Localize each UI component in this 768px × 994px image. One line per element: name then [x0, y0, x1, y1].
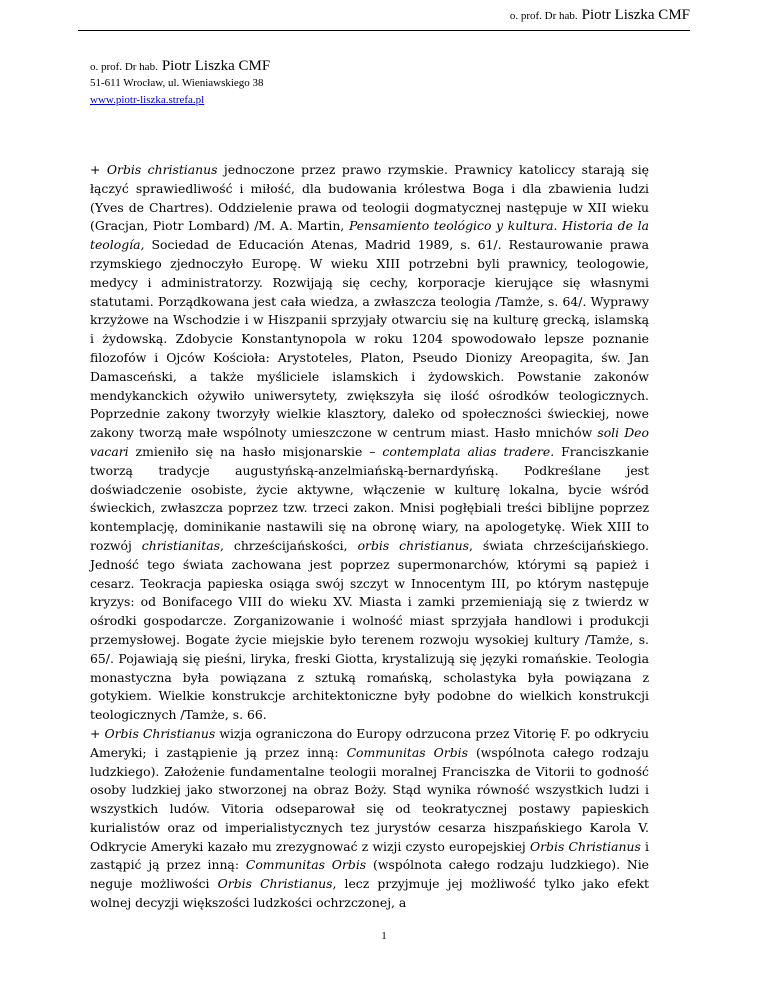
italic-text: Communitas Orbis: [245, 857, 367, 873]
italic-text: Orbis christianus: [106, 162, 218, 177]
header-prefix: o. prof. Dr hab.: [509, 10, 578, 22]
italic-text: Pensamiento teológico y kultura. Historia de la teología,: [90, 218, 649, 253]
text-run: (wspólnota całego rodzaju ludzkiego). Założenie fundamentalne teologii moralnej Franciszka de Vitorii to godność osoby ludzkiej jako stworzonej na obraz Boży. Stąd wynika równość wszystkich ludzi i wszystkich ludów. Vitoria odseparował się od teokratycznej postawy papieskich kurialistów oraz od imperialistycznych tez jurystów cesarza hiszpańskiego Karola V. Odkrycie Ameryki kazało mu zrezygnować z wizji czysto europejskiej: [90, 744, 649, 854]
header-rule: [78, 30, 690, 31]
italic-text: Communitas Orbis: [346, 744, 468, 760]
body-text: [90, 161, 649, 913]
italic-text: soli Deo vacari: [90, 425, 649, 459]
text-run: , świata chrześcijańskiego. Jedność tego świata zachowana jest poprzez supermonarchów, którymi są papież i cesarz. Teokracja papieska osiąga swój szczyt w Innocentym III, po którym następuje kryzys: od Bonifacego VIII do wieku XV. Miasta i zamki przemieniają się z twierdz w ośrodki gospodarcze. Zorganizowanie i wolność miast sprzyjała handlowi i produkcji przemysłowej. Bogate życie miejskie było terenem rozwoju wysokiej kultury /Tamże, s. 65/. Pojawiają się pieśni, liryka, freski Giotta, krystalizują się języki romańskie. Teologia monastyczna była powiązana z sztuką romańską, scholastyka była powiązana z gotykiem. Wielkie konstrukcje architektoniczne były podobne do wielkich konstrukcji teologicznych /Tamże, s. 66.: [90, 537, 649, 723]
italic-text: Orbis Christianus: [217, 876, 333, 892]
text-run: +: [90, 725, 105, 741]
text-run: jednoczone przez prawo rzymskie. Prawnicy katoliccy starają się łączyć sprawiedliwość i miłość, dla budowania królestwa Boga i dla zbawienia ludzi (Yves de Chartres). Oddzielenie prawa od teologii dogmatycznej następuje w XII wieku (Gracjan, Piotr Lombard) /M. A. Martin,: [90, 162, 649, 234]
text-run: (wspólnota całego rodzaju ludzkiego). Nie neguje możliwości: [90, 857, 649, 892]
author-line: [90, 57, 270, 75]
italic-text: orbis christianus: [357, 537, 469, 553]
author-name: Piotr Liszka CMF: [161, 58, 271, 74]
text-run: , lecz przyjmuje jej możliwość tylko jako efekt wolnej decyzji większości ludzkości ochrzczonej, a: [90, 876, 649, 911]
text-run: i zastąpić ją przez inną:: [90, 838, 649, 873]
text-run: , chrześcijańskości,: [219, 537, 358, 553]
paragraph: [90, 161, 649, 725]
header-author-name: Piotr Liszka CMF: [581, 7, 690, 23]
text-run: +: [90, 162, 107, 177]
paragraph: [90, 725, 649, 913]
running-header: [510, 6, 690, 24]
italic-text: Orbis Christianus: [529, 838, 641, 854]
author-block: [90, 57, 270, 108]
italic-text: christianitas: [141, 537, 220, 553]
text-run: Sociedad de Educación Atenas, Madrid 1989, s. 61/. Restaurowanie prawa rzymskiego zjednoczyło Europę. W wieku XIII potrzebni byli prawnicy, teologowie, medycy i administratorzy. Rozwijają się cechy, korporacje kierujące się własnymi statutami. Porządkowana jest cała wiedza, a zwłaszcza teologia /Tamże, s. 64/. Wyprawy krzyżowe na Wschodzie i w Hiszpanii sprzyjały otwarciu się na kulturę grecką, islamską i żydowską. Zdobycie Konstantynopola w roku 1204 spowodowało lepsze poznanie filozofów i Ojców Kościoła: Arystoteles, Platon, Pseudo Dionizy Areopagita, św. Jan Damasceński, a także myśliciele islamskich i żydowskich. Powstanie zakonów mendykanckich ożywiło uniwersytety, zwiększyła się ilość ośrodków teologicznych. Poprzednie zakony tworzyły wielkie klasztory, daleko od społeczności świeckiej, nowe zakony tworzą małe wspólnoty umieszczone w centrum miast. Hasło mnichów: [90, 237, 649, 441]
text-run: Franciszkanie tworzą tradycje augustyńską-anzelmiańską-bernardyńską. Podkreślane jest doświadczenie osobiste, życie aktywne, włączenie w kulturę lokalna, bycie wśród świeckich, zwłaszcza poprzez tzw. trzeci zakon. Mnisi pogłębiali treści biblijne poprzez kontemplację, dominikanie nastawili się na obronę wiary, na apologetykę. Wiek XIII to rozwój: [90, 443, 649, 553]
italic-text: contemplata alias tradere.: [382, 443, 555, 459]
italic-text: Orbis Christianus: [104, 725, 216, 741]
author-address: 51-611 Wrocław, ul. Wieniawskiego 38: [90, 77, 264, 89]
text-run: wizja ograniczona do Europy odrzucona przez Vitorię F. po odkryciu Ameryki; i zastąpienie ją przez inną:: [90, 725, 649, 760]
author-website-link[interactable]: www.piotr-liszka.strefa.pl: [90, 94, 205, 106]
page-number: 1: [381, 930, 387, 942]
text-run: zmieniło się na hasło misjonarskie –: [128, 443, 383, 459]
author-prefix: o. prof. Dr hab.: [90, 61, 158, 73]
